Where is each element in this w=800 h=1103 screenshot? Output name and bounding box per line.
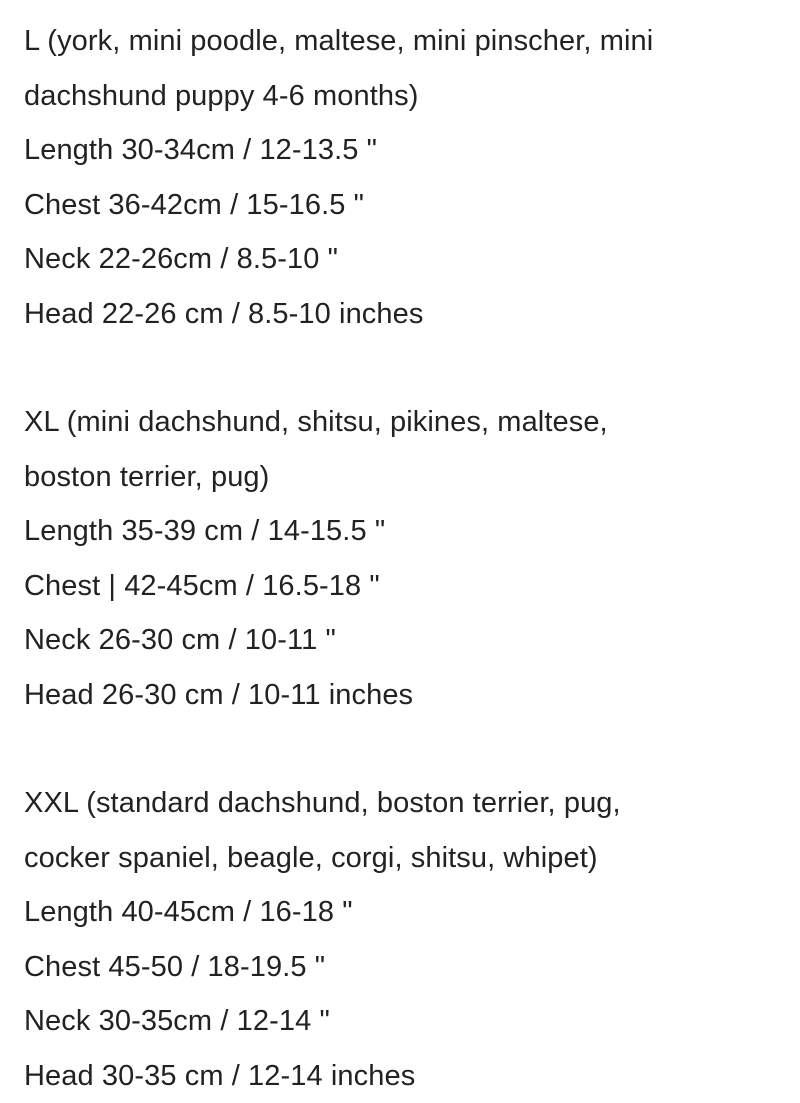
size-heading: L (york, mini poodle, maltese, mini pinscher, mini [24, 14, 784, 69]
chest-measurement: Chest | 42-45cm / 16.5-18 " [24, 559, 784, 614]
neck-measurement: Neck 22-26cm / 8.5-10 " [24, 232, 784, 287]
size-heading: XXL (standard dachshund, boston terrier, pug, [24, 776, 784, 831]
size-heading: XL (mini dachshund, shitsu, pikines, maltese, [24, 395, 784, 450]
head-measurement: Head 22-26 cm / 8.5-10 inches [24, 287, 784, 342]
size-heading-continued: cocker spaniel, beagle, corgi, shitsu, whipet) [24, 831, 784, 886]
size-heading-continued: dachshund puppy 4-6 months) [24, 69, 784, 124]
length-measurement: Length 35-39 cm / 14-15.5 " [24, 504, 784, 559]
size-section-l [24, 14, 784, 341]
size-section-xl [24, 395, 784, 722]
size-chart-text [24, 14, 784, 1103]
length-measurement: Length 40-45cm / 16-18 " [24, 885, 784, 940]
chest-measurement: Chest 36-42cm / 15-16.5 " [24, 178, 784, 233]
size-section-xxl [24, 776, 784, 1103]
head-measurement: Head 26-30 cm / 10-11 inches [24, 668, 784, 723]
neck-measurement: Neck 30-35cm / 12-14 " [24, 994, 784, 1049]
chest-measurement: Chest 45-50 / 18-19.5 " [24, 940, 784, 995]
neck-measurement: Neck 26-30 cm / 10-11 " [24, 613, 784, 668]
size-heading-continued: boston terrier, pug) [24, 450, 784, 505]
head-measurement: Head 30-35 cm / 12-14 inches [24, 1049, 784, 1103]
length-measurement: Length 30-34cm / 12-13.5 " [24, 123, 784, 178]
